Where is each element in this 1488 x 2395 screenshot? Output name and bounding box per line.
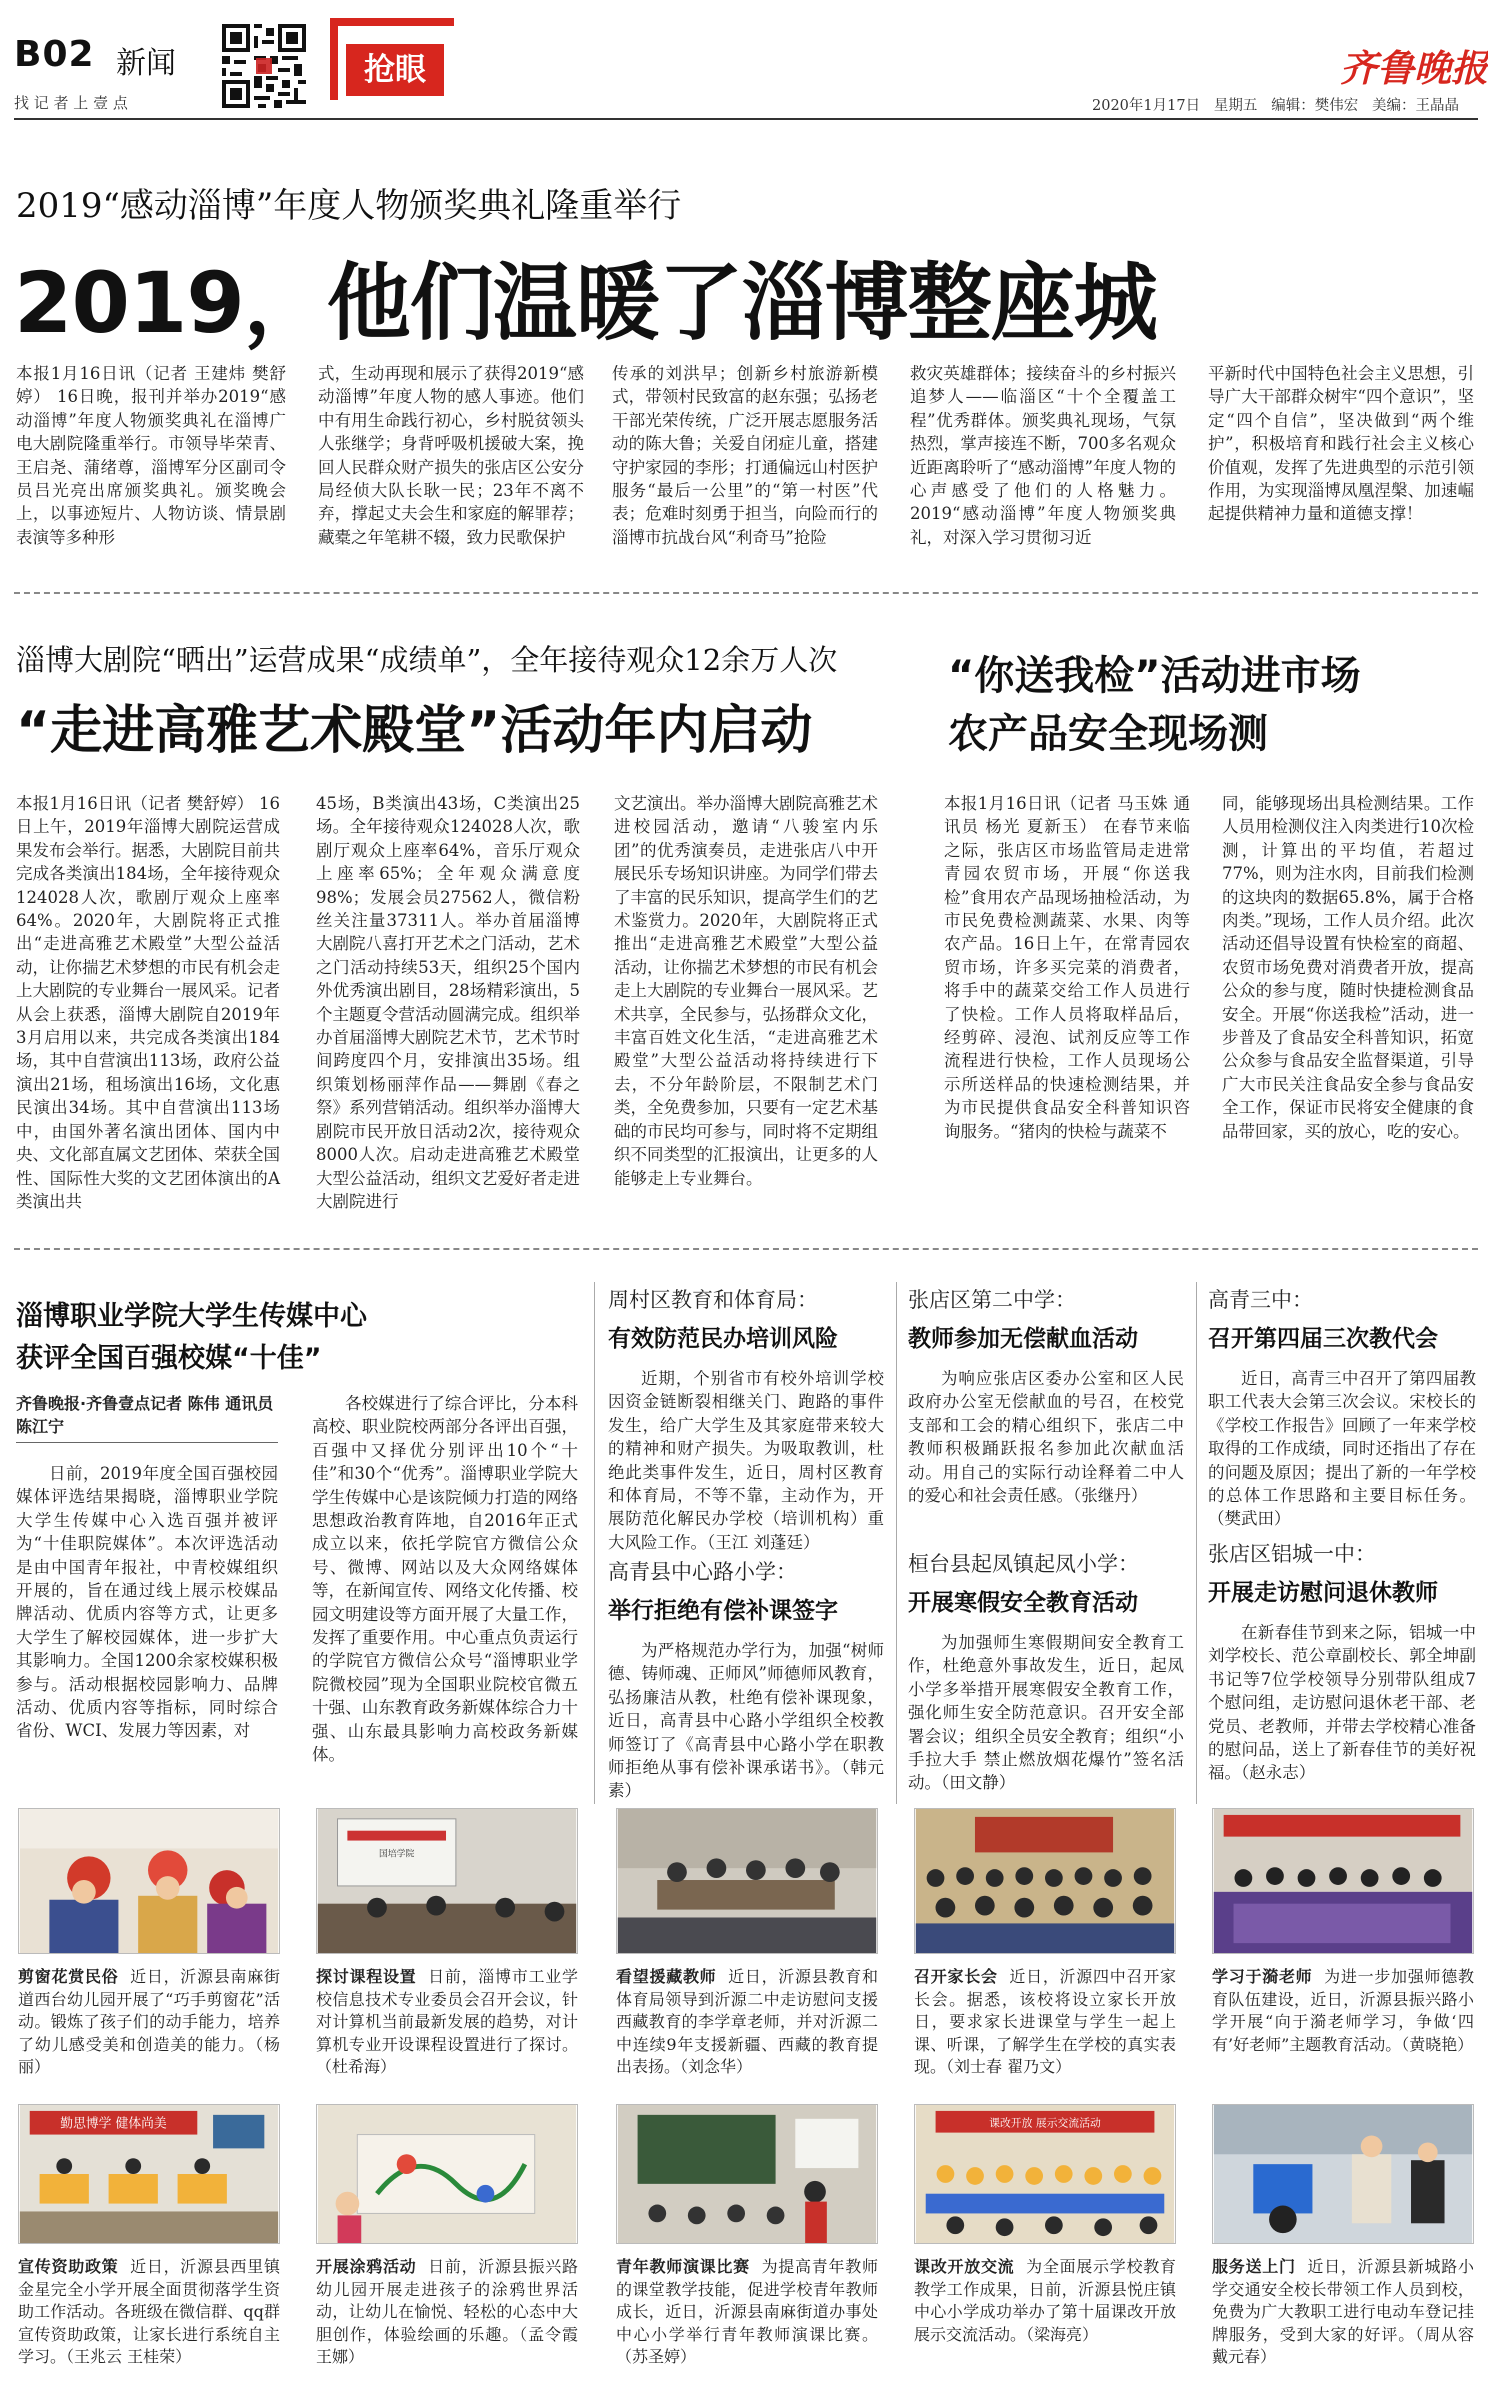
theater-kicker: 淄博大剧院“晒出”运营成果“成绩单”，全年接待观众12余万人次 <box>16 643 838 677</box>
lead-kicker: 2019“感动淄博”年度人物颁奖典礼隆重举行 <box>16 186 682 226</box>
lead-col-4: 救灾英雄群体；接续奋斗的乡村振兴追梦人——临淄区“十个全覆盖工程”优秀群体。颁奖典礼现场，气氛热烈，掌声接连不断，700多名观众近距离聆听了“感动淄博”年度人物的心声感受了他们的人格魅力。2019“感动淄博”年度人物颁奖典礼，对深入学习贯彻习近 <box>910 364 1176 547</box>
section-name: 新闻 <box>116 46 176 81</box>
photo-service <box>1212 2104 1474 2244</box>
photo-caption: 开展涂鸦活动 日前，沂源县振兴路幼儿园开展走进孩子的涂鸦世界活动，让幼儿在愉悦、轻松的心态中大胆创作，体验绘画的乐趣。（孟令霞 王娜） <box>316 2257 578 2366</box>
brief <box>908 1548 1184 1795</box>
photo-caption: 青年教师演课比赛 为提高青年教师的课堂教学技能，促进学校青年教师成长，近日，沂源县南麻街道办事处中心小学举行青年教师演课比赛。（苏圣婷） <box>616 2257 878 2366</box>
theater-headline: “走进高雅艺术殿堂”活动年内启动 <box>16 701 813 761</box>
brief-title: 开展走访慰问退休教师 <box>1208 1580 1438 1606</box>
date-line: 2020年1月17日 星期五 编辑：樊伟宏 美编：王晶晶 <box>1092 98 1460 114</box>
brief-title: 教师参加无偿献血活动 <box>908 1326 1138 1352</box>
brief-body: 在新春佳节到来之际，铝城一中刘学校长、范公章副校长、郭全坤副书记等7位学校领导分别带队组成7个慰问组，走访慰问退休老干部、老党员、老教师，并带去学校精心准备的慰问品，送上了新春佳节的美好祝福。（赵永志） <box>1208 1623 1476 1783</box>
market-col-2: 同，能够现场出具检测结果。工作人员用检测仪注入肉类进行10次检测，计算出的平均值，若超过77%，则为注水肉，目前我们检测的这块肉的数据65.8%，属于合格肉类。”现场，工作人员介绍。此次活动还倡导设置有快检室的商超、农贸市场免费对消费者开放，提高公众的参与度，随时快捷检测食品安全。开展“你送我检”活动，进一步普及了食品安全科普知识，拓宽公众参与食品安全监督渠道，引导广大市民关注食品安全参与食品安全工作，保证市民将安全健康的食品带回家，买的放心，吃的安心。 <box>1222 794 1474 1141</box>
photo-caption: 服务送上门 近日，沂源县新城路小学交通安全校长带领工作人员到校，免费为广大教职工进行电动车登记挂牌服务，受到大家的好评。（周从容 戴元春） <box>1212 2257 1474 2366</box>
photo-parents-meeting <box>914 1808 1176 1954</box>
brief-title: 举行拒绝有偿补课签字 <box>608 1598 838 1624</box>
lead-col-5: 平新时代中国特色社会主义思想，引导广大干部群众树牢“四个意识”，坚定“四个自信”，坚决做到“两个维护”，积极培育和践行社会主义核心价值观，发挥了先进典型的示范引领作用，为实现淄博凤凰涅槃、加速崛起提供精神力量和道德支撑！ <box>1208 364 1474 524</box>
brief <box>608 1284 884 1554</box>
brief-title: 开展寒假安全教育活动 <box>908 1590 1138 1616</box>
brief-source: 张店区铝城一中： <box>1208 1542 1376 1566</box>
brief-body: 近日，高青三中召开了第四届教职工代表大会第三次会议。宋校长的《学校工作报告》回顾了一年来学校取得的工作成绩，同时还指出了存在的问题及原因；提出了新的一年学校的总体工作思路和主要目标任务。（樊武田） <box>1208 1369 1476 1529</box>
photo-teacher-study <box>1212 1808 1474 1954</box>
photo-visit <box>616 1808 878 1954</box>
photo-teaching-contest <box>616 2104 878 2244</box>
column-rule <box>896 1282 897 1804</box>
page-number: B02 <box>14 34 95 75</box>
photo-caption: 召开家长会 近日，沂源四中召开家长会。据悉，该校将设立家长开放日，要求家长进课堂与学生一起上课、听课，了解学生在学校的真实表现。（刘士春 翟乃文） <box>914 1967 1176 2076</box>
market-col-1: 本报1月16日讯（记者 马玉姝 通讯员 杨光 夏新玉） 在春节来临之际，张店区市场监管局走进常青园农贸市场，开展“你送我检”食用农产品现场抽检活动，为市民免费检测蔬菜、水果、肉等农产品。16日上午，在常青园农贸市场，许多买完菜的消费者，将手中的蔬菜交给工作人员进行了快检。工作人员将取样品后，经剪碎、浸泡、试剂反应等工作流程进行快检，工作人员现场公示所送样品的快速检测结果，并为市民提供食品安全科普知识咨询服务。“猪肉的快检与蔬菜不 <box>944 794 1190 1141</box>
brief-body: 为加强师生寒假期间安全教育工作，杜绝意外事故发生，近日，起凤小学多举措开展寒假安全教育工作，强化师生安全防范意识。召开安全部署会议；组织全员安全教育；组织“小手拉大手 禁止燃放烟花爆竹”签名活动。（田文静） <box>908 1633 1184 1793</box>
header-rule <box>14 118 1478 120</box>
media-headline-2: 获评全国百强校媒“十佳” <box>16 1343 322 1374</box>
photo-caption: 学习于漪老师 为进一步加强师德教育队伍建设，近日，沂源县振兴路小学开展“向于漪老师学习，争做‘四有’好老师”主题教育活动。（黄晓艳） <box>1212 1967 1474 2054</box>
column-rule <box>1196 1282 1197 1804</box>
column-rule <box>594 1282 595 1804</box>
theater-col-2: 45场，B类演出43场，C类演出25场。全年接待观众124028人次，歌剧厅观众上座率64%，音乐厅观众上座率65%；全年观众满意度98%；发展会员27562人，微信粉丝关注量37311人。举办首届淄博大剧院八喜打开艺术之门活动，艺术之门活动持续53天，组织25个国内外优秀演出剧目，28场精彩演出，5个主题夏令营活动圆满完成。组织举办首届淄博大剧院艺术节，艺术节时间跨度四个月，安排演出35场。组织策划杨丽萍作品——舞剧《春之祭》系列营销活动。组织举办淄博大剧院市民开放日活动2次，接待观众8000人次。启动走进高雅艺术殿堂大型公益活动，组织文艺爱好者走进大剧院进行 <box>316 794 580 1211</box>
brief-source: 桓台县起凤镇起凤小学： <box>908 1552 1139 1576</box>
market-headline-1: “你送我检”活动进市场 <box>948 653 1361 699</box>
photo-caption: 探讨课程设置 日前，淄博市工业学校信息技术专业委员会召开会议，针对计算机当前最新发展的趋势，对计算机专业开设课程设置进行了探讨。（杜希海） <box>316 1967 578 2076</box>
photo-papercut <box>18 1808 280 1954</box>
brief-title: 召开第四届三次教代会 <box>1208 1326 1438 1352</box>
photo-classroom <box>18 2104 280 2244</box>
brief-source: 高青三中： <box>1208 1288 1313 1312</box>
brief-title: 有效防范民办培训风险 <box>608 1326 838 1352</box>
media-byline: 齐鲁晚报·齐鲁壹点记者 陈伟 通讯员 陈江宁 <box>16 1392 278 1443</box>
theater-col-1: 本报1月16日讯（记者 樊舒婷） 16日上午，2019年淄博大剧院运营成果发布会举行。据悉，大剧院目前共完成各类演出184场，全年接待观众124028人次，歌剧厅观众上座率64%。2020年，大剧院将正式推出“走进高雅艺术殿堂”大型公益活动，让你揣艺术梦想的市民有机会走上大剧院的专业舞台一展风采。记者从会上获悉，淄博大剧院自2019年3月启用以来，共完成各类演出184场，其中自营演出113场，政府公益演出21场，租场演出16场，文化惠民演出34场。其中自营演出113场中，由国外著名演出团体、国内中央、文化部直属文艺团体、荣获全国性、国际性大奖的文艺团体演出的A类演出共 <box>16 794 280 1211</box>
brief-body: 为严格规范办学行为，加强“树师德、铸师魂、正师风”师德师风教育，弘扬廉洁从教，杜绝有偿补课现象，近日，高青县中心路小学组织全校教师签订了《高青县中心路小学在职教师拒绝从事有偿补课承诺书》。（韩元素） <box>608 1641 884 1801</box>
banner-text: 课改开放 展示交流活动 <box>989 2116 1101 2130</box>
market-headline-2: 农产品安全现场测 <box>948 711 1268 757</box>
theater-col-3: 文艺演出。举办淄博大剧院高雅艺术进校园活动，邀请“八骏室内乐团”的优秀演奏员，走进张店八中开展民乐专场知识讲座。为同学们带去了丰富的民乐知识，提高学生们的艺术鉴赏力。2020年，大剧院将正式推出“走进高雅艺术殿堂”大型公益活动，让你揣艺术梦想的市民有机会走上大剧院的专业舞台一展风采。艺术共享，全民参与，弘扬群众文化，丰富百姓文化生活，“走进高雅艺术殿堂”大型公益活动将持续进行下去，不分年龄阶层，不限制艺术门类，全免费参加，只要有一定艺术基础的市民均可参与，同时将不定期组织不同类型的汇报演出，让更多的人能够走上专业舞台。 <box>614 794 878 1188</box>
brief <box>1208 1284 1476 1531</box>
lead-col-3: 传承的刘洪早；创新乡村旅游新模式，带领村民致富的赵东强；弘扬老干部光荣传统，广泛开展志愿服务活动的陈大鲁；关爱自闭症儿童，搭建守护家园的李彤；打通偏远山村医护服务“最后一公里”的“第一村医”代表；危难时刻勇于担当，向险而行的淄博市抗战台风“利奇马”抢险 <box>612 364 878 547</box>
brief-source: 张店区第二中学： <box>908 1288 1076 1312</box>
header-tag-text: 抢眼 <box>364 52 426 88</box>
lead-col-1: 本报1月16日讯（记者 王建炜 樊舒婷） 16日晚，报刊并举办2019“感动淄博”年度人物颁奖典礼在淄博广电大剧院隆重举行。市领导毕荣青、王启尧、蒲绪尊，淄博军分区副司令员吕光亮出席颁奖典礼。颁奖晚会上，以事迹短片、人物访谈、情景剧表演等多种形 <box>16 364 286 547</box>
photo-caption: 课改开放交流 为全面展示学校教育教学工作成果，日前，沂源县悦庄镇中心小学成功举办了第十届课改开放展示交流活动。（梁海亮） <box>914 2257 1176 2344</box>
media-headline-1: 淄博职业学院大学生传媒中心 <box>16 1301 367 1332</box>
media-col-1: 日前，2019年度全国百强校园媒体评选结果揭晓，淄博职业学院大学生传媒中心入选百强并被评为“十佳职院媒体”。本次评选活动是由中国青年报社，中青校媒组织开展的，旨在通过线上展示校媒品牌活动、优质内容等方式，让更多大学生了解校园媒体，进一步扩大其影响力。全国1200余家校媒积极参与。活动根据校园影响力、品牌活动、优质内容等指标，同时综合省份、WCI、发展力等因素，对 <box>16 1464 278 1741</box>
brief-body: 为响应张店区委办公室和区人民政府办公室无偿献血的号召，在校党支部和工会的精心组织下，张店二中教师积极踊跃报名参加此次献血活动。用自己的实际行动诠释着二中人的爱心和社会责任感。（张继丹） <box>908 1369 1184 1506</box>
brand-logo: 齐鲁晚报 <box>1340 46 1488 90</box>
banner-text: 勤思博学 健体尚美 <box>60 2116 167 2132</box>
lead-col-2: 式，生动再现和展示了获得2019“感动淄博”年度人物的感人事迹。他们中有用生命践行初心，乡村脱贫领头人张继学；身背呼吸机援破大案，挽回人民群众财产损失的张店区公安分局经侦大队长耿一民；23年不离不弃，撑起丈夫会生和家庭的解罪荐；藏橐之年笔耕不辍，致力民歌保护 <box>318 364 584 547</box>
brief-source: 高青县中心路小学： <box>608 1560 797 1584</box>
media-col-2: 各校媒进行了综合评比，分本科高校、职业院校两部分各评出百强，百强中又择优分别评出10个“十佳”和30个“优秀”。淄博职业学院大学生传媒中心是该院倾力打造的网络思想政治教育阵地，自2016年正式成立以来，依托学院官方微信公众号、微博、网站以及大众网络媒体等，在新闻宣传、网络文化传播、校园文明建设等方面开展了大量工作，发挥了重要作用。中心重点负责运行的学院官方微信公众号“淄博职业学院微校园”现为全国职业院校官微五十强、山东教育政务新媒体综合力十强、山东最具影响力高校政务新媒体。 <box>312 1394 578 1765</box>
qr-code[interactable] <box>222 24 306 108</box>
brief-body: 近期，个别省市有校外培训学校因资金链断裂相继关门、跑路的事件发生，给广大学生及其家庭带来较大的精神和财产损失。为吸取教训，杜绝此类事件发生，近日，周村区教育和体育局，不等不靠，主动作为，开展防范化解民办学校（培训机构）重大风险工作。（王江 刘蓬廷） <box>608 1369 884 1552</box>
brief <box>1208 1538 1476 1785</box>
section-divider <box>14 592 1478 594</box>
brief <box>908 1284 1184 1507</box>
brief <box>608 1556 884 1803</box>
lead-headline: 2019，他们温暖了淄博整座城 <box>14 254 1157 352</box>
header-tag <box>346 44 444 96</box>
photo-caption: 看望援藏教师 近日，沂源县教育和体育局领导到沂源二中走访慰问支援西藏教育的李学章老师，并对沂源二中连续9年支援新疆、西藏的教育提出表扬。（刘念华） <box>616 1967 878 2076</box>
banner-text: 国培学院 <box>378 1849 415 1860</box>
photo-class-reform <box>914 2104 1176 2244</box>
photo-caption: 宣传资助政策 近日，沂源县西里镇金星完全小学开展全面贯彻落学生资助工作活动。各班级在微信群、qq群宣传资助政策，让家长进行系统自主学习。（王兆云 王桂荣） <box>18 2257 280 2366</box>
section-divider <box>14 1248 1478 1250</box>
photo-caption: 剪窗花赏民俗 近日，沂源县南麻街道西台幼儿园开展了“巧手剪窗花”活动。锻炼了孩子们的动手能力，培养了幼儿感受美和创造美的能力。（杨丽） <box>18 1967 280 2076</box>
photo-graffiti <box>316 2104 578 2244</box>
brief-source: 周村区教育和体育局： <box>608 1288 818 1312</box>
slogan: 找 记 者 上 壹 点 <box>14 94 128 112</box>
photo-meeting <box>316 1808 578 1954</box>
